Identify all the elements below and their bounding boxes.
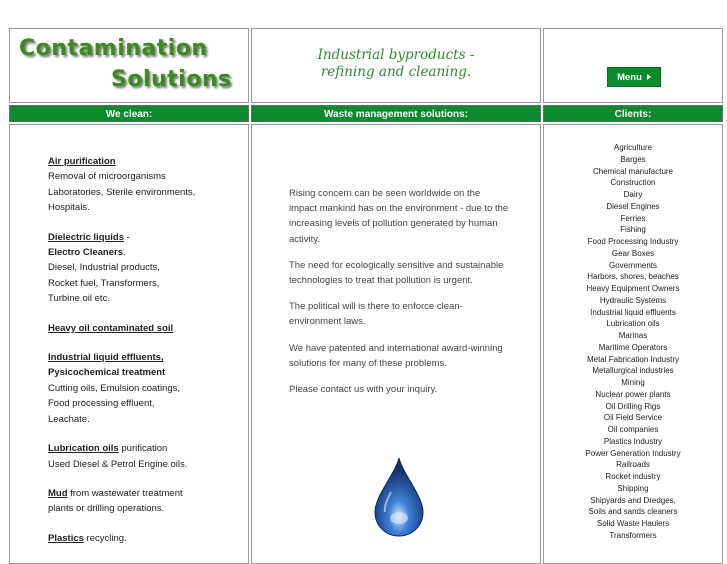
- service-air: [48, 154, 243, 216]
- we-clean-bar: We clean:: [9, 105, 249, 122]
- service-line: Rocket fuel, Transformers,: [48, 277, 160, 289]
- client-item: Shipping: [617, 483, 649, 493]
- service-heading[interactable]: Air purification: [48, 156, 116, 167]
- client-item: Oil Drilling Rigs: [605, 401, 661, 411]
- service-subheading: Electro Cleaners: [48, 247, 123, 259]
- client-item: Railroads: [616, 460, 650, 470]
- client-item: Oil Field Service: [603, 413, 663, 423]
- service-plastics: [48, 531, 243, 546]
- service-heading[interactable]: Lubrication oils: [48, 443, 119, 455]
- client-item: Oil companies: [607, 425, 659, 434]
- client-item: Solid Waste Haulers: [596, 519, 670, 528]
- water-drop-icon: [371, 456, 427, 538]
- client-item: Transformers: [609, 530, 657, 540]
- service-mud: [48, 486, 243, 517]
- solutions-paragraph: Rising concern can be seen worldwide on the impact mankind has on the environment - due to the increasing levels of pollution generated by human activity.: [289, 188, 509, 245]
- client-item: Food Processing Industry: [587, 237, 679, 246]
- client-item: Heavy Equipment Owners: [586, 284, 680, 293]
- client-item: Power Generation Industry: [585, 448, 681, 458]
- service-dielectric: [48, 230, 243, 307]
- menu-button[interactable]: [607, 67, 661, 87]
- client-item: Metallurgical industries: [592, 366, 674, 376]
- solutions-column: [251, 124, 541, 564]
- service-subheading: Pysicochemical treatment: [48, 367, 166, 379]
- logo-cell: [9, 28, 249, 103]
- client-item: Chemical manufacture: [592, 166, 674, 176]
- service-heavy-oil: [48, 321, 243, 336]
- service-line: Diesel, Industrial products,: [48, 262, 160, 274]
- logo-text-line2: Solutions: [111, 67, 232, 92]
- client-item: Fishing: [620, 225, 646, 235]
- solutions-bar: Waste management solutions:: [251, 105, 541, 122]
- client-item: Marinas: [618, 331, 648, 340]
- tagline-line1: Industrial byproducts -: [317, 47, 475, 63]
- client-item: Governments: [608, 260, 658, 270]
- logo-text-line1: Contamination: [19, 36, 208, 61]
- service-heading[interactable]: Heavy oil contaminated soil: [48, 322, 174, 334]
- service-line: Turbine oil etc.: [48, 293, 110, 305]
- service-heading-suffix: recycling.: [83, 532, 127, 544]
- client-item: Ferries: [620, 213, 646, 223]
- service-line: Hospitals.: [48, 202, 90, 214]
- client-item: Mining: [621, 378, 645, 387]
- service-lubrication: [48, 441, 243, 472]
- client-item: Dairy: [623, 190, 643, 199]
- client-item: Industrial liquid effluents: [590, 307, 676, 317]
- service-subheading-suffix: .: [122, 247, 126, 259]
- client-item: Diesel Engines: [606, 201, 660, 211]
- client-item: Lubrication oils: [606, 319, 660, 329]
- tagline-cell: [251, 28, 541, 103]
- service-effluents: [48, 350, 243, 427]
- service-heading[interactable]: Plastics: [48, 532, 84, 544]
- clients-list: [544, 142, 722, 542]
- client-item: Metal Fabrication Industry: [586, 354, 680, 364]
- solutions-paragraph: The need for ecologically sensitive and sustainable technologies to treat that pollution is urgent.: [289, 259, 504, 287]
- service-heading-suffix: -: [124, 231, 130, 243]
- client-item: Plastics Industry: [603, 436, 663, 446]
- client-item: Agriculture: [613, 143, 653, 152]
- service-heading[interactable]: Mud: [48, 487, 68, 499]
- clients-column: [543, 124, 723, 564]
- service-heading-suffix: purification: [118, 443, 168, 455]
- client-item: Nuclear power plants: [595, 389, 671, 399]
- service-line: Laboratories, Sterile environments,: [48, 186, 196, 198]
- service-line: Cutting oils, Emulsion coatings,: [48, 382, 181, 394]
- service-heading-suffix: from wastewater treatment: [67, 487, 183, 499]
- solutions-paragraph: The political will is there to enforce clean-environment laws.: [289, 301, 463, 328]
- menu-cell: [543, 28, 723, 103]
- tagline: [252, 47, 540, 81]
- service-heading[interactable]: Industrial liquid effluents,: [48, 352, 164, 364]
- service-line: Removal of microorganisms: [48, 171, 166, 183]
- client-item: Barges: [620, 154, 646, 164]
- clients-bar: Clients:: [543, 105, 723, 122]
- client-item: Hydraulic Systems: [599, 295, 667, 305]
- client-item: Rocket industry: [605, 472, 661, 481]
- service-line: Leachate.: [48, 413, 90, 425]
- solutions-paragraph: Please contact us with your inquiry.: [289, 384, 438, 396]
- service-heading[interactable]: Dielectric liquids: [48, 231, 125, 243]
- client-item: Soils and sands cleaners: [588, 507, 678, 517]
- we-clean-list: [48, 154, 243, 560]
- service-line: plants or drilling operations.: [48, 503, 165, 515]
- solutions-text: [289, 186, 509, 408]
- service-line: Food processing effluent,: [48, 398, 155, 410]
- client-item: Construction: [610, 178, 656, 188]
- tagline-line2: refining and cleaning.: [320, 64, 472, 80]
- client-item: Shipyards and Dredges,: [590, 495, 676, 505]
- client-item: Gear Boxes: [611, 248, 655, 258]
- chevron-right-icon: [647, 74, 651, 80]
- client-item: Harbors, shores, beaches: [587, 272, 679, 282]
- service-line: Used Diesel & Petrol Engine oils.: [48, 458, 188, 470]
- client-item: Maritime Operators: [598, 342, 668, 352]
- menu-button-label: Menu: [617, 71, 642, 83]
- solutions-paragraph: We have patented and international award-winning solutions for many of these problems.: [289, 342, 503, 369]
- we-clean-column: [9, 124, 249, 564]
